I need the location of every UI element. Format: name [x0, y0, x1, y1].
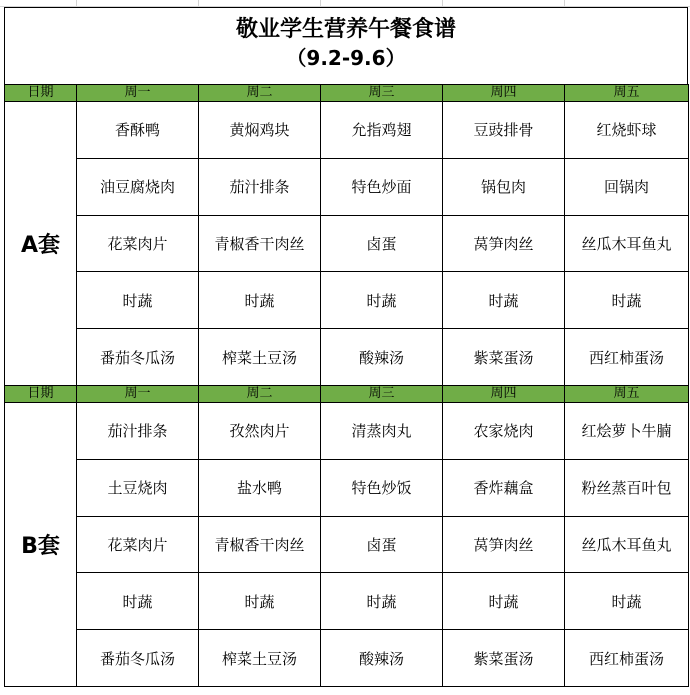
menu-row [5, 215, 689, 272]
dish-cell[interactable]: 花菜肉片 [77, 516, 199, 573]
menu-table-body [5, 85, 689, 687]
dish-cell[interactable]: 时蔬 [77, 573, 199, 630]
header-day-cell[interactable]: 周五 [565, 85, 689, 102]
header-day-cell[interactable]: 周四 [443, 385, 565, 402]
dish-cell[interactable]: 香酥鸭 [77, 102, 199, 159]
header-date-cell[interactable]: 日期 [5, 385, 77, 402]
header-day-cell[interactable]: 周三 [321, 385, 443, 402]
dish-cell[interactable]: 时蔬 [321, 573, 443, 630]
dish-cell[interactable]: 青椒香干肉丝 [199, 215, 321, 272]
header-day-cell[interactable]: 周一 [77, 85, 199, 102]
column-divider [564, 0, 565, 6]
dish-cell[interactable]: 西红柿蛋汤 [565, 630, 689, 687]
header-date-cell[interactable]: 日期 [5, 85, 77, 102]
dish-cell[interactable]: 紫菜蛋汤 [443, 630, 565, 687]
header-day-cell[interactable]: 周三 [321, 85, 443, 102]
menu-sheet [4, 7, 688, 687]
header-day-cell[interactable]: 周二 [199, 85, 321, 102]
dish-cell[interactable]: 时蔬 [565, 272, 689, 329]
dish-cell[interactable]: 油豆腐烧肉 [77, 158, 199, 215]
dish-cell[interactable]: 番茄冬瓜汤 [77, 329, 199, 386]
dish-cell[interactable]: 莴笋肉丝 [443, 215, 565, 272]
dish-cell[interactable]: 丝瓜木耳鱼丸 [565, 516, 689, 573]
dish-cell[interactable]: 豆豉排骨 [443, 102, 565, 159]
set-label-cell[interactable]: B套 [5, 402, 77, 686]
dish-cell[interactable]: 榨菜土豆汤 [199, 329, 321, 386]
dish-cell[interactable]: 红烩萝卜牛腩 [565, 402, 689, 459]
dish-cell[interactable]: 卤蛋 [321, 516, 443, 573]
dish-cell[interactable]: 榨菜土豆汤 [199, 630, 321, 687]
menu-row [5, 158, 689, 215]
header-day-cell[interactable]: 周五 [565, 385, 689, 402]
dish-cell[interactable]: 卤蛋 [321, 215, 443, 272]
dish-cell[interactable]: 香炸藕盒 [443, 459, 565, 516]
dish-cell[interactable]: 特色炒饭 [321, 459, 443, 516]
dish-cell[interactable]: 时蔬 [199, 272, 321, 329]
dish-cell[interactable]: 时蔬 [199, 573, 321, 630]
dish-cell[interactable]: 孜然肉片 [199, 402, 321, 459]
header-row [5, 85, 689, 102]
menu-row [5, 516, 689, 573]
column-divider [442, 0, 443, 6]
dish-cell[interactable]: 锅包肉 [443, 158, 565, 215]
title-cell[interactable] [4, 7, 688, 84]
dish-cell[interactable]: 茄汁排条 [199, 158, 321, 215]
dish-cell[interactable]: 时蔬 [443, 272, 565, 329]
dish-cell[interactable]: 酸辣汤 [321, 630, 443, 687]
menu-title: 敬业学生营养午餐食谱 [235, 17, 456, 42]
dish-cell[interactable]: 粉丝蒸百叶包 [565, 459, 689, 516]
dish-cell[interactable]: 茄汁排条 [77, 402, 199, 459]
dish-cell[interactable]: 土豆烧肉 [77, 459, 199, 516]
dish-cell[interactable]: 番茄冬瓜汤 [77, 630, 199, 687]
menu-row [5, 272, 689, 329]
menu-row [5, 102, 689, 159]
column-divider [320, 0, 321, 6]
dish-cell[interactable]: 允指鸡翅 [321, 102, 443, 159]
column-divider [198, 0, 199, 6]
menu-table [4, 84, 689, 687]
dish-cell[interactable]: 花菜肉片 [77, 215, 199, 272]
menu-date-range: （9.2-9.6） [286, 46, 406, 70]
set-label-cell[interactable]: A套 [5, 102, 77, 386]
dish-cell[interactable]: 酸辣汤 [321, 329, 443, 386]
dish-cell[interactable]: 西红柿蛋汤 [565, 329, 689, 386]
spreadsheet-column-strip [0, 0, 690, 7]
dish-cell[interactable]: 农家烧肉 [443, 402, 565, 459]
dish-cell[interactable]: 红烧虾球 [565, 102, 689, 159]
dish-cell[interactable]: 黄焖鸡块 [199, 102, 321, 159]
dish-cell[interactable]: 紫菜蛋汤 [443, 329, 565, 386]
dish-cell[interactable]: 时蔬 [321, 272, 443, 329]
dish-cell[interactable]: 时蔬 [565, 573, 689, 630]
dish-cell[interactable]: 特色炒面 [321, 158, 443, 215]
menu-row [5, 402, 689, 459]
header-row [5, 385, 689, 402]
dish-cell[interactable]: 盐水鸭 [199, 459, 321, 516]
dish-cell[interactable]: 青椒香干肉丝 [199, 516, 321, 573]
header-day-cell[interactable]: 周一 [77, 385, 199, 402]
header-day-cell[interactable]: 周四 [443, 85, 565, 102]
column-divider [76, 0, 77, 6]
menu-row [5, 630, 689, 687]
menu-row [5, 459, 689, 516]
menu-row [5, 329, 689, 386]
dish-cell[interactable]: 莴笋肉丝 [443, 516, 565, 573]
dish-cell[interactable]: 时蔬 [443, 573, 565, 630]
dish-cell[interactable]: 清蒸肉丸 [321, 402, 443, 459]
dish-cell[interactable]: 丝瓜木耳鱼丸 [565, 215, 689, 272]
header-day-cell[interactable]: 周二 [199, 385, 321, 402]
menu-row [5, 573, 689, 630]
dish-cell[interactable]: 回锅肉 [565, 158, 689, 215]
dish-cell[interactable]: 时蔬 [77, 272, 199, 329]
